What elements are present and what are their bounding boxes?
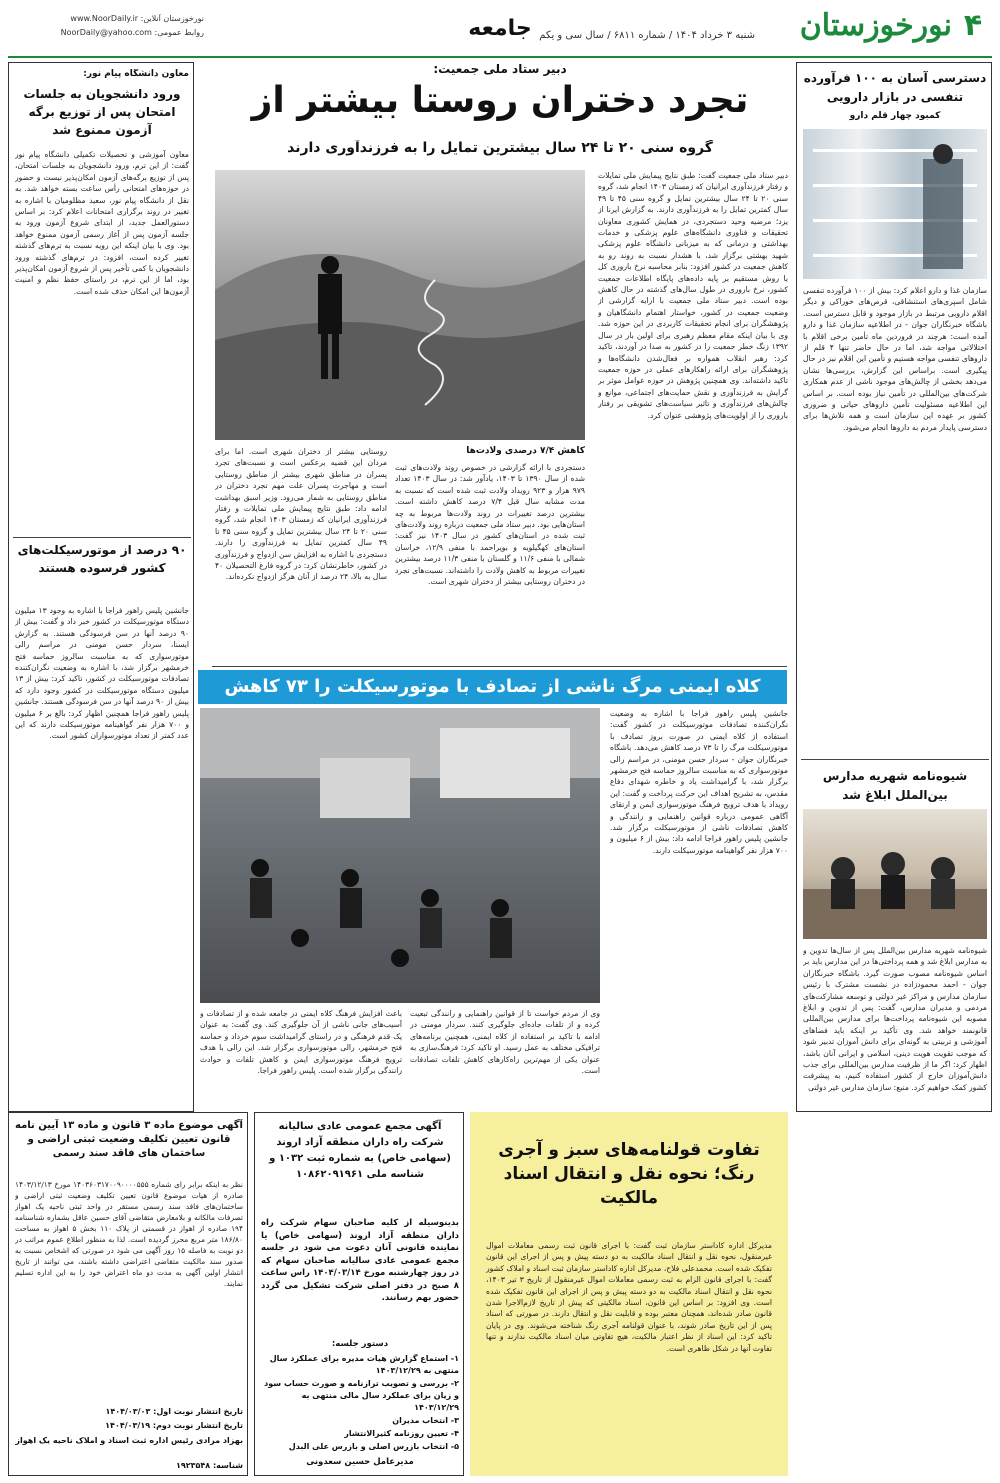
motorcycle-headline: ۹۰ درصد از موتورسیکلت‌های کشور فرسوده هستند: [17, 543, 187, 575]
main-photo: [215, 170, 585, 440]
meeting-ad: [254, 1112, 464, 1476]
agenda-item-1: ۱- استماع گزارش هیات مدیره برای عملکرد سال منتهی به ۱۴۰۳/۱۲/۲۹: [269, 1354, 459, 1375]
legal-ad: [8, 1112, 248, 1476]
pharmacy-shelves-graphic: [803, 129, 987, 279]
exam-headline: ورود دانشجویان به جلسات امتحان پس از توزیع برگه آزمون ممنوع شد: [23, 87, 181, 137]
street-motorcycles-graphic: [200, 708, 600, 1003]
agenda-item-5: ۵- انتخاب بازرس اصلی و بازرس علی البدل: [288, 1442, 459, 1451]
legal-ad-body: نظر به اینکه برابر رای شماره ۱۴۰۳۶۰۳۱۷۰۰۹۰۰۰۰۵۵۵ مورخ ۱۴۰۳/۱۲/۱۳ صادره از هیات موضوع قانون تعیین تکلیف وضعیت ثبتی اراضی و ساختمان‌های فاقد سند رسمی مستقر در واحد ثبتی ناحیه یک اهواز تصرفات مالکانه و بلامعارض متقاضی آقای حسین عاقل بشماره شناسنامه ۱۹۴ صادره از اهواز در قسمتی از پلاک ۱۱۰ بخش ۵ اهواز به مساحت ۱۸۶/۸۰ متر مربع محرز گردیده است. لذا به منظور اطلاع عموم مراتب در دو نوبت به فاصله ۱۵ روز آگهی می شود در صورتی که اشخاص نسبت به صدور سند مالکیت متقاضی اعتراضی داشته باشند، می توانند از تاریخ انتشار اولین آگهی به مدت دو ماه اعتراض خود را به این اداره تسلیم نمایند.: [15, 1180, 243, 1288]
meeting-ad-signature: مدیرعامل حسین سعدونی: [306, 1457, 414, 1467]
main-photo-caption: کاهش ۷/۴ درصدی ولادت‌ها: [466, 446, 585, 456]
motorcycle-body: جانشین پلیس راهور فراجا با اشاره به وجود ۱۳ میلیون دستگاه موتورسیکلت در کشور خبر داد و گفت: بیش از ۹۰ درصد آنها در سن فرسودگی هستند. به گزارش ایسنا، سردار حسن مومنی در مراسم رالی موتورسواری که به مناسبت سالروز حماسه فتح خرمشهر برگزار شد، با اشاره به وضعیت نگران‌کننده تصادفات موتورسیکلت در کشور، تاکید کرد: بیش از ۱۳ میلیون دستگاه موتورسیکلت در کشور وجود دارد که بیش از ۹۰ درصد آنها در سن فرسودگی هستند. جانشین پلیس راهور فراجا همچنین اظهار کرد: بالغ بر ۶ میلیون و ۷۰۰ هزار نفر گواهینامه موتورسیکلت دارند که این عدد کمتر از تعداد موتورسواران کشور است.: [15, 606, 189, 741]
motorcycle-photo: [200, 708, 600, 1003]
exam-body: معاون آموزشی و تحصیلات تکمیلی دانشگاه پیام نور گفت: از این ترم، ورود دانشجویان به جلسات امتحان، پس از توزیع برگه‌های آزمون امکان‌پذیر نیست و حضور در حوزه‌های امتحانی رأس ساعت بسته خواهد شد. به نقل از دانشگاه پیام نور، سعید مظلومیان با اشاره به تغییر در روند برگزاری امتحانات اعلام کرد: بر اساس دستورالعمل جدید، از ابتدای شروع آزمون ورود به جلسه آزمون پس از آغاز رسمی آزمون ممنوع خواهد بود. وی با بیان اینکه این رویه نسبت به ترم‌های گذشته تغییر کرده است، افزود: در ترم‌های گذشته ورود دانشجویان با کمی تأخیر پس از شروع آزمون امکان‌پذیر بود، اما از این ترم، در راستای حفظ نظم و امنیت آزمون‌ها این امکان حذف شده است.: [15, 150, 189, 296]
valley-road-graphic: [215, 170, 585, 440]
deed-headline: تفاوت قولنامه‌های سبز و آجری رنگ؛ نحوه نقل و انتقال اسناد مالکیت: [498, 1140, 760, 1208]
helmet-col-right: جانشین پلیس راهور فراجا با اشاره به وضعیت نگران‌کننده تصادفات موتورسیکلت در کشور گفت: استفاده از کلاه ایمنی در صورت بروز تصادف با موتورسیکلت مرگ را تا ۷۳ درصد کاهش می‌دهد. باشگاه خبرنگاران جوان - سردار حسن مومنی، در مراسم رالی موتورسواری که به مناسبت سالروز حماسه فتح خرمشهر برگزار شد، با گرامیداشت یاد و خاطره شهدای دفاع مقدس، به تشریح اهداف این حرکت پرداخت و گفت: این رویداد با هدف ترویج فرهنگ موتورسواری ایمن و ارتقای آگاهی عمومی درباره قوانین راهنمایی و رانندگی و کاهش تصادفات ناشی از موتورسیکلت برگزار شد. جانشین پلیس راهور فراجا ادامه داد: بیش از ۶ میلیون و ۷۰۰ هزار نفر گواهینامه موتورسیکلت دارند.: [610, 709, 788, 855]
meeting-ad-title: آگهی مجمع عمومی عادی سالیانه شرکت راه داران منطقه آزاد اروند (سهامی خاص) به شماره ثبت ۱۰۳۲ و شناسه ملی ۱۰۸۶۲۰۹۱۹۶۱: [269, 1121, 451, 1180]
pharmacy-headline: دسترسی آسان به ۱۰۰ فرآورده تنفسی در بازار دارویی: [803, 71, 987, 104]
right-sidebar: [796, 62, 992, 1112]
masthead: [0, 0, 1000, 56]
contact-line-2[interactable]: روابط عمومی: NoorDaily@yahoo.com: [60, 28, 204, 37]
legal-ad-signature: بهزاد مرادی رئیس اداره ثبت اسناد و املاک ناحیه یک اهواز: [15, 1436, 243, 1445]
helmet-col-mid: وی از مردم خواست تا از قوانین راهنمایی و رانندگی تبعیت کرده و از تلفات جاده‌ای جلوگیری کنند. سردار مومنی در ادامه با تاکید بر استفاده از کلاه ایمنی، همچنین برنامه‌های ترافیکی مختلف به عمل رسید. او تاکید کرد: فرهنگ‌سازی به عنوان یکی از مهم‌ترین راه‌کارهای کاهش تلفات تصادفات است.: [410, 1009, 600, 1076]
legal-ad-date-2: تاریخ انتشار نوبت دوم: ۱۴۰۴/۰۳/۱۹: [105, 1421, 243, 1430]
legal-ad-date-1: تاریخ انتشار نوبت اول: ۱۴۰۴/۰۳/۰۳: [105, 1407, 243, 1416]
meeting-ad-body: بدینوسیله از کلیه صاحبان سهام شرکت راه داران منطقه آزاد اروند (سهامی خاص) یا نماینده قانونی آنان دعوت می شود در جلسه مجمع عمومی عادی سالیانه صاحبان سهام که در روز چهارشنبه مورخ ۱۴۰۴/۰۳/۱۴ راس ساعت ۸ صبح در دفتر اصلی شرکت تشکیل می گردد حضور بهم رسانند.: [261, 1218, 459, 1303]
main-subhead: گروه سنی ۲۰ تا ۲۴ سال بیشترین تمایل را به فرزندآوری دارند: [287, 140, 713, 156]
pharmacy-photo: [803, 129, 987, 279]
section-title: جامعه: [468, 16, 532, 41]
pharmacy-body: سازمان غذا و دارو اعلام کرد: بیش از ۱۰۰ فرآورده تنفسی شامل اسپری‌های استنشاقی، قرص‌های خوراکی و دیگر اقلام دارویی مرتبط در بازار موجود و قابل دسترس است. باشگاه خبرنگاران جوان - در اطلاعیه سازمان غذا و دارو آمده است: هرچند در فروردین ماه تأمین برخی اقلام با اختلالاتی مواجه شد، اما در حال حاضر تنها ۴ قلم از داروهای تنفسی مواجه هستیم و تأمین این اقلام نیز در حال پیگیری است. براساس این گزارش، بررسی‌ها نشان می‌دهد بخشی از چالش‌های موجود ناشی از عدم همکاری شرکت‌های بین‌المللی در تأمین نیاز بوده است. بر اساس این اطلاعیه مسئولیت تأمین داروهای حیاتی و ضروری کشور بر عهده این سازمان است و همه تلاش‌ها برای دسترسی پایدار مردم به داروها انجام می‌شود.: [803, 286, 987, 432]
newspaper-logo: نورخوزستان: [799, 8, 952, 43]
issue-info: شنبه ۳ خرداد ۱۴۰۴ / شماره ۶۸۱۱ / سال سی و یکم: [539, 30, 755, 41]
main-col-mid: دستجردی با ارائه گزارشی در خصوص روند ولادت‌های ثبت شده از سال ۱۳۹۰ تا ۱۴۰۳، یادآور شد: در سال ۱۴۰۳ تعداد ۹۷۹ هزار و ۹۲۳ رویداد ولادت ثبت شده است که نسبت به مدت مشابه سال قبل ۷/۴ درصد کاهش داشته است. بیشترین درصد تغییرات در روند ولادت‌ها مربوط به چه استان‌هایی بود. دبیر ستاد ملی جمعیت درباره روند ولادت‌های ثبت شده در استان‌های کشور در سال ۱۴۰۳ نیز گفت: استان‌های کهگیلویه و بویراحمد با منفی ۱۲/۹، خراسان شمالی با منفی ۱۱/۶ و گلستان با منفی ۱۱/۳ درصد بیشترین تغییرات مربوط به کاهش ولادت را داشته‌اند. نسبت‌های تجرد در دختران روستایی بیشتر از دختران شهری است.: [395, 463, 585, 587]
helmet-col-left: باعث افزایش فرهنگ کلاه ایمنی در جامعه شده و از تصادفات و آسیب‌های جانی ناشی از آن جلوگیری کند. وی گفت: به عنوان یک قدم فرهنگی و در راستای گرامیداشت سوم خرداد و حماسه فتح خرمشهر، رالی موتورسواری برگزار شد. این رالی با هدف ترویج فرهنگ موتورسواری ایمن و کاهش تلفات و حوادث رانندگی برگزار شده است. پلیس راهور فراجا.: [200, 1009, 402, 1076]
exam-kicker: معاون دانشگاه پیام نور:: [83, 69, 189, 79]
agenda-item-2: ۲- بررسی و تصویب ترازنامه و صورت حساب سود و زیان برای عملکرد سال مالی منتهی به ۱۴۰۳/۱۲/۲۹: [264, 1379, 459, 1412]
school-photo: [803, 809, 987, 939]
agenda-item-4: ۴- تعیین روزنامه کثیرالانتشار: [344, 1429, 459, 1438]
left-divider: [13, 537, 191, 538]
main-kicker: دبیر ستاد ملی جمعیت:: [433, 62, 567, 76]
agenda-title: دستور جلسه:: [331, 1339, 389, 1349]
school-meeting-graphic: [803, 809, 987, 939]
agenda-item-3: ۳- انتخاب مدیران: [392, 1416, 459, 1425]
right-divider: [801, 759, 989, 760]
school-body: شیوه‌نامه شهریه مدارس بین‌الملل پس از سال‌ها تدوین و به مدارس ابلاغ شد و همه پرداختی‌ها در این مدارس باید بر اساس شیوه‌نامه مصوب صورت گیرد. باشگاه خبرنگاران جوان - احمد محمودزاده در نشست مشترک با رئیس سازمان مدارس و مراکز غیر دولتی و توسعه مشارکت‌های مردمی و مدیران مدارس، گفت: پس از تدوین و ابلاغ مصوبه این شیوه‌نامه پرداخت‌ها برای مدارس بین‌المللی قانونمند خواهد شد. وی تأکید بر اینکه باید فضاهای آموزشی و تربیتی به گونه‌ای برای دانش آموزان تدبیر شود که موجب تقویت هویت دینی، اسلامی و ایرانی آنان باشد، اظهار کرد: اگر ما از ظرفیت مدارس بین‌المللی برای جذب دانش‌آموزان خارج از کشور استفاده کنیم، به پیشرفت کشور کمک خواهیم کرد. منبع: سازمان مدارس غیر دولتی: [803, 946, 987, 1092]
main-article-rule: [212, 666, 787, 667]
deed-body: مدیرکل اداره کاداستر سازمان ثبت گفت: با اجرای قانون ثبت رسمی معاملات اموال غیرمنقول، نحوه نقل و انتقال اسناد مالکیت به دو دسته پیش و پس از اجرای این قانون تفکیک شده است. محمدعلی فلاح، مدیرکل اداره کاداستر سازمان ثبت اسناد و املاک کشور گفت: با اجرای قانون الزام به ثبت رسمی معاملات اموال غیرمنقول از تاریخ ۳ تیر ۱۴۰۳، نحوه نقل و انتقال اسناد مالکیت به دو دسته پیش و پس از اجرای این قانون تفکیک شده است. وی افزود: بر اساس این قانون، اسناد مالکیتی که پیش از تاریخ لازم‌الاجرا شدن قانون صادر شده‌اند، همچنان معتبر بوده و قابلیت نقل و انتقال دارند. در صورتی که اسناد پس از این تاریخ صادر شوند، با عنوان قولنامه آجری رنگ شناخته می‌شوند. وی در پایان تاکید کرد: این اسناد از نظر اعتبار مالکیت، هیچ تفاوتی میان اسناد مالکیت ندارند و تنها تفاوت آنها در شکل ظاهری است.: [486, 1241, 772, 1353]
helmet-headline: کلاه ایمنی مرگ ناشی از تصادف با موتورسیکلت را ۷۳ کاهش: [198, 670, 787, 704]
legal-ad-title: آگهی موضوع ماده ۳ قانون و ماده ۱۳ آیین نامه قانون تعیین تکلیف وضعیت ثبتی اراضی و ساختمان های فاقد سند رسمی: [15, 1120, 243, 1159]
main-col-left: روستایی بیشتر از دختران شهری است. اما برای مردان این قضیه برعکس است و نسبت‌های تجرد پسران در مناطق شهری بیشتر از مناطق روستایی است و مهاجرت پسران علت مهم تجرد دختران در مناطق روستایی به شمار می‌رود. وزیر اسبق بهداشت ادامه داد: طبق نتایج پیمایش ملی تمایلات و رفتار فرزندآوری ایرانیان که زمستان ۱۴۰۳ انجام شد، گروه سنی ۲۰ تا ۲۴ سال بیشترین تمایل و گروه سنی ۴۵ تا ۴۹ سال کمترین تمایل به فرزندآوری را دارند. دستجردی با اشاره به افزایش سن ازدواج و فرزندآوری در کشور، خاطرنشان کرد: در گروه فارغ التحصیلان ۴۰ سال به بالا، ۲۴ درصد از آنان هرگز ازدواج نکرده‌اند.: [215, 447, 387, 582]
pharmacy-subhead: کمبود چهار قلم دارو: [849, 111, 941, 121]
main-headline: تجرد دختران روستا بیشتر از: [251, 80, 749, 121]
page-number: ۴: [963, 8, 983, 43]
legal-ad-code: شناسه: ۱۹۲۳۵۴۸: [175, 1461, 243, 1470]
contact-line-1[interactable]: نورخوزستان آنلاین: www.NoorDaily.ir: [70, 14, 204, 23]
main-col-right: دبیر ستاد ملی جمعیت گفت: طبق نتایج پیمایش ملی تمایلات و رفتار فرزندآوری ایرانیان که زمستان ۱۴۰۳ انجام شد، گروه سنی ۲۰ تا ۲۴ سال بیشترین تمایل و گروه سنی ۴۵ تا ۴۹ سال کمترین تمایل را به فرزندآوری دارند. به گزارش ایرنا از یزد؛ مرضیه وحید دستجردی، در همایش کشوری معاونان تحقیقات و فناوری دانشگاه‌های علوم پزشکی و خدمات بهداشتی و درمانی که به میزبانی دانشگاه علوم پزشکی شهید بهشتی برگزار شد، با هشدار نسبت به روند رو به کاهش جمعیت در کشور افزود: بنابر محاسبه نرخ باروری کل با روش مستقیم بر پایه داده‌های پایگاه اطلاعات جمعیت کشور، نرخ باروری در طول سال‌های گذشته در حال کاهش بوده است. دبیر ستاد ملی جمعیت با ارایه گزارشی از وضعیت جمعیت در کشور، خواستار اهتمام دانشگاهیان و پژوهشگران برای انجام تحقیقات کاربردی در این حوزه شد. وی با بیان اینکه مقام معظم رهبری برای اولین بار در سال ۱۳۹۲ زنگ خطر جمعیت را در کشور به صدا در آوردند، تاکید کرد: رهبر انقلاب همواره بر فعال‌شدن دانشگاه‌ها و پژوهشگران برای ارائه راهکارهای عملی در حوزه جمعیت تاکید داشته‌اند. وی همچنین پژوهش در حوزه عوامل موثر بر گرایش به فرزندآوری و نقش حمایت‌های اجتماعی، موانع و چالش‌های فرزندآوری و تاثیر سیاست‌های تشویقی بر رفتار باروری را از اولویت‌های پژوهشی عنوان کرد.: [598, 171, 788, 420]
school-headline: شیوه‌نامه شهریه مدارس بین‌الملل ابلاغ شد: [822, 769, 968, 802]
deed-box: [470, 1112, 788, 1476]
masthead-rule: [8, 56, 992, 58]
left-sidebar: [8, 62, 194, 1112]
